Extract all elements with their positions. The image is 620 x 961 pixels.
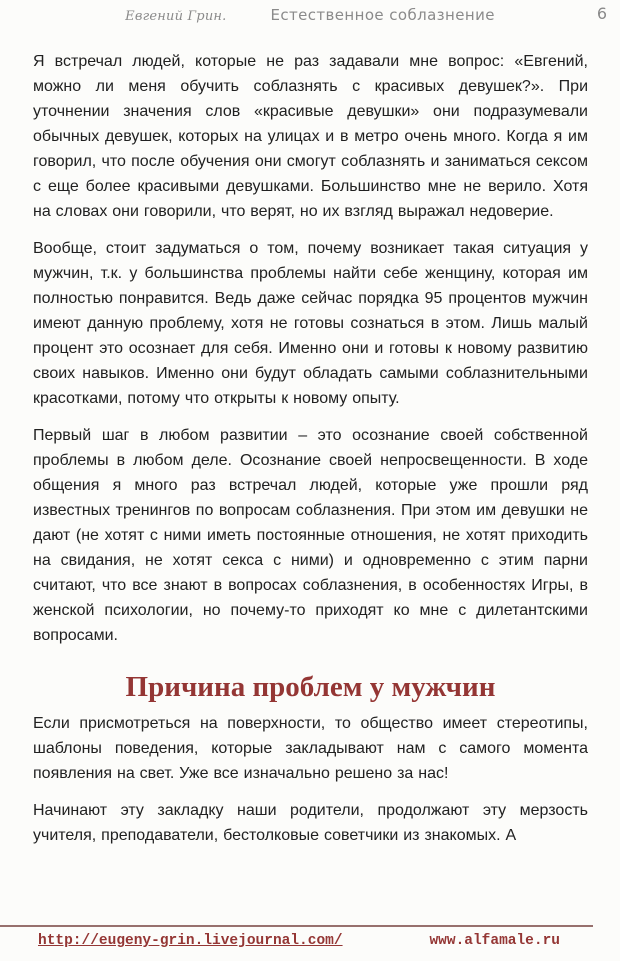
- body-paragraph: Первый шаг в любом развитии – это осознание своей собственной проблемы в любом деле. Осознание своей непросвещенности. В ходе общения я много раз встречал людей, которые уже прошли ряд известных тренингов по вопросам соблазнения. При этом им девушки не дают (не хотят с ними иметь постоянные отношения, не хотят приходить на свидания, не хотят секса с ними) и одновременно с этим парни считают, что все знают в вопросах соблазнения, в особенностях Игры, в женской психологии, но почему-то приходят ко мне с дилетантскими вопросами.: [33, 427, 588, 644]
- footer-site-link[interactable]: www.alfamale.ru: [429, 933, 560, 949]
- body-paragraph: Я встречал людей, которые не раз задавали мне вопрос: «Евгений, можно ли меня обучить соблазнять с красивых девушек?». При уточнении значения слов «красивые девушки» они подразумевали обычных девушек, которых на улицах и в метро очень много. Когда я им говорил, что после обучения они смогут соблазнять и заниматься сексом с еще более красивыми девушками. Большинство мне не верило. Хотя на словах они говорили, что верят, но их взгляд выражал недоверие.: [33, 53, 588, 220]
- header-author: Евгений Грин.: [125, 9, 227, 24]
- page-header: [0, 6, 620, 24]
- page-body: [33, 49, 588, 860]
- body-paragraph: Если присмотреться на поверхности, то общество имеет стереотипы, шаблоны поведения, которые закладывают нам с самого момента появления на свет. Уже все изначально решено за нас!: [33, 715, 588, 782]
- body-paragraph: Начинают эту закладку наши родители, продолжают эту мерзость учителя, преподаватели, бестолковые советчики из знакомых. А: [33, 802, 588, 844]
- footer-rule: [0, 925, 593, 927]
- page-number: 6: [596, 4, 607, 23]
- header-book-title: Естественное соблазнение: [270, 6, 495, 24]
- body-paragraph: Вообще, стоит задуматься о том, почему возникает такая ситуация у мужчин, т.к. у большинства проблемы найти себе женщину, которая им полностью понравится. Ведь даже сейчас порядка 95 процентов мужчин имеют данную проблему, хотя не готовы сознаться в этом. Лишь малый процент это осознает для себя. Именно они и готовы к новому развитию своих навыков. Именно они будут обладать самыми соблазнительными красотками, потому что открыты к новому опыту.: [33, 240, 588, 407]
- page-footer: [38, 933, 560, 949]
- footer-blog-link[interactable]: http://eugeny-grin.livejournal.com/: [38, 933, 343, 949]
- section-heading: Причина проблем у мужчин: [125, 671, 496, 703]
